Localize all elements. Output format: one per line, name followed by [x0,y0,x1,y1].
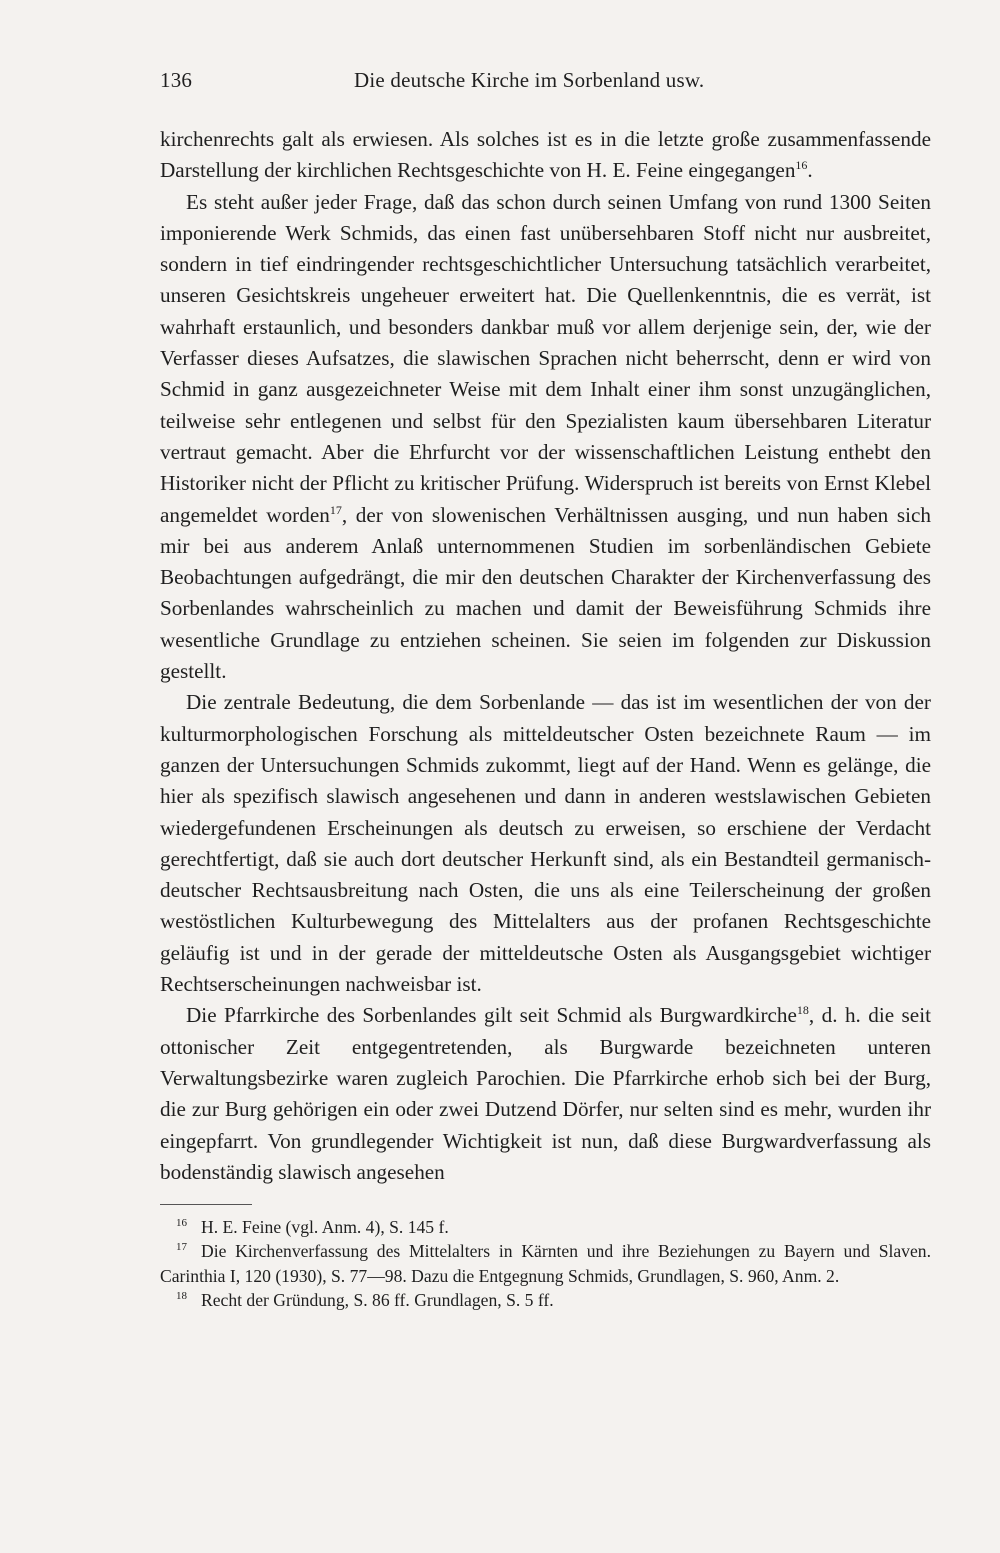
paragraph-3 [160,687,931,1000]
footnote-text: H. E. Feine (vgl. Anm. 4), S. 145 f. [201,1217,449,1238]
paragraph-text: kirchenrechts galt als erwiesen. Als solches ist es in die letzte große zusammenfassende Darstellung der kirchlichen Rechtsgeschichte von H. E. Feine eingegangen [160,127,931,183]
footnote-reference: 17 [329,502,342,517]
page-number: 136 [160,68,193,92]
footnote-mark: 17 [176,1241,187,1254]
body-text [160,124,931,1188]
paragraph-text: . [807,158,813,183]
running-title: Die deutsche Kirche im Sorbenland usw. [354,68,705,92]
paragraph-text: Die zentrale Bedeutung, die dem Sorbenlande — das ist im wesentlichen der von der kulturmorphologischen Forschung als mitteldeutscher Osten bezeichnete Raum — im ganzen der Untersuchungen Schmids zukommt, liegt auf der Hand. Wenn es gelänge, die hier als spezifisch slawisch angesehenen und dann in anderen westslawischen Gebieten wiedergefundenen Erscheinungen als deutsch zu erweisen, so erschiene der Verdacht gerechtfertigt, daß sie auch dort deutscher Herkunft sind, als ein Bestandteil germanisch-deutscher Rechtsausbreitung nach Osten, die uns als eine Teilerscheinung der großen westöstlichen Kulturbewegung des Mittelalters aus der profanen Rechtsgeschichte geläufig ist und in der gerade der mitteldeutsche Osten als Ausgangsgebiet wichtiger Rechtserscheinungen nachweisbar ist. [160,690,931,997]
paragraph-text: , der von slowenischen Verhältnissen ausging, und nun haben sich mir bei aus anderem Anlaß unternommenen Studien im sorbenländischen Gebiete Beobachtungen aufgedrängt, die mir den deutschen Charakter der Kirchenverfassung des Sorbenlandes wahrscheinlich zu machen und damit der Beweisführung Schmids ihre wesentliche Grundlage zu entziehen scheinen. Sie seien im folgenden zur Diskussion gestellt. [160,502,931,684]
footnote-reference: 18 [796,1003,809,1018]
paragraph-text: , d. h. die seit ottonischer Zeit entgegentretenden, als Burgwarde bezeichneten unteren Verwaltungsbezirke waren zugleich Parochien. Die Pfarrkirche erhob sich bei der Burg, die zur Burg gehörigen ein oder zwei Dutzend Dörfer, nur selten sind es mehr, wurden ihr eingepfarrt. Von grundlegender Wichtigkeit ist nun, daß diese Burgwardverfassung als bodenständig slawisch angesehen [160,1003,931,1184]
footnote-text: Die Kirchenverfassung des Mittelalters in Kärnten und ihre Beziehungen zu Bayern und Slaven. Carinthia I, 120 (1930), S. 77—98. Dazu die Entgegnung Schmids, Grundlagen, S. 960, Anm. 2. [160,1241,931,1286]
running-head [160,68,931,102]
paragraph-text: Es steht außer jeder Frage, daß das schon durch seinen Umfang von rund 1300 Seiten imponierende Werk Schmids, das einen fast unübersehbaren Stoff nicht nur ausbreitet, sondern in tief eindringender rechtsgeschichtlicher Untersuchung tatsächlich verarbeitet, unseren Gesichtskreis ungeheuer erweitert hat. Die Quellenkenntnis, die es verrät, ist wahrhaft erstaunlich, und besonders dankbar muß vor allem derjenige sein, der, wie der Verfasser dieses Aufsatzes, die slawischen Sprachen nicht beherrscht, denn er wird von Schmid in ganz ausgezeichneter Weise mit dem Inhalt einer ihm sonst unzugänglichen, teilweise sehr entlegenen und selbst für den Spezialisten kaum übersehbaren Literatur vertraut gemacht. Aber die Ehrfurcht vor der wissenschaftlichen Leistung enthebt den Historiker nicht der Pflicht zu kritischer Prüfung. Widerspruch ist bereits von Ernst Klebel angemeldet worden [160,189,931,527]
footnote-17 [160,1239,931,1287]
footnote-mark: 16 [176,1217,187,1230]
paragraph-2 [160,187,931,688]
paragraph-4 [160,1000,931,1188]
footnote-mark: 18 [176,1289,187,1302]
footnote-reference: 16 [795,158,808,173]
footnote-divider [160,1204,252,1205]
paragraph-text: Die Pfarrkirche des Sorbenlandes gilt seit Schmid als Burgwardkirche [186,1003,797,1028]
footnote-text: Recht der Gründung, S. 86 ff. Grundlagen, S. 5 ff. [201,1289,554,1310]
paragraph-1 [160,124,931,187]
footnotes [160,1215,931,1312]
footnote-16 [160,1215,931,1239]
footnote-18 [160,1288,931,1312]
book-page [160,68,931,1312]
